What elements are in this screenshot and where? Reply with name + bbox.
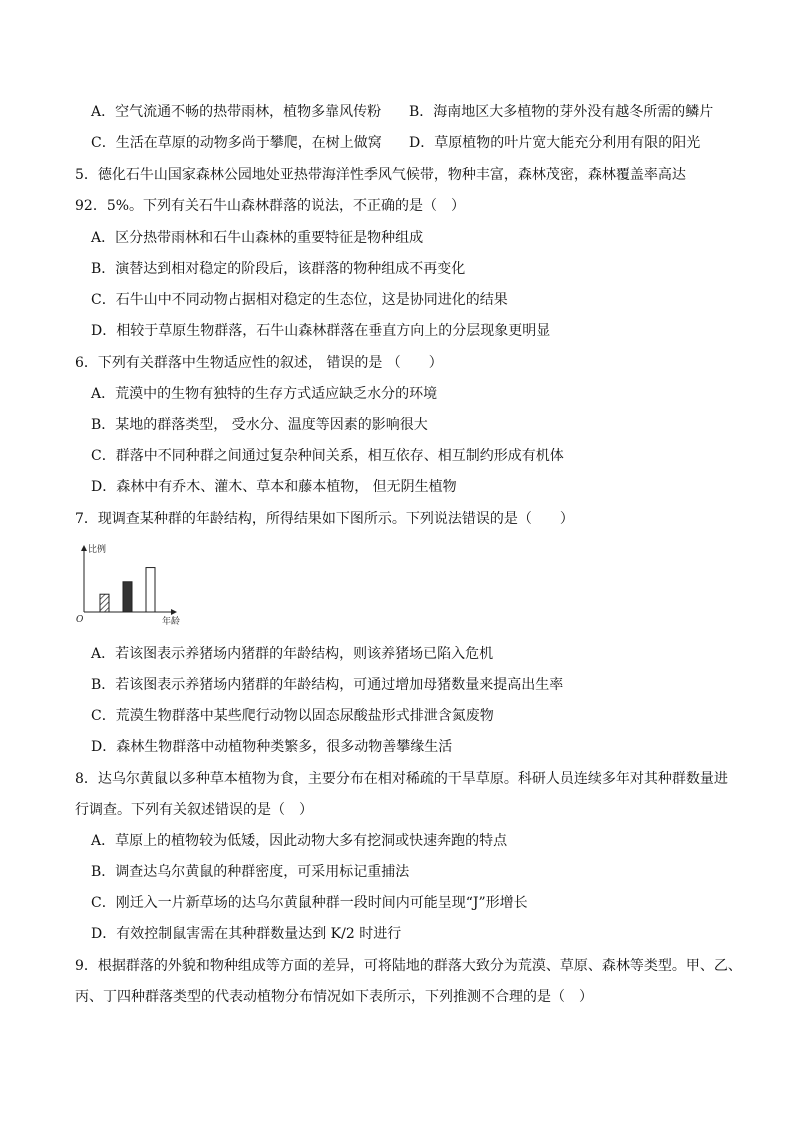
bar-2	[123, 582, 132, 612]
q5-stem-line-1: 5．德化石牛山国家森林公园地处亚热带海洋性季风气候带，物种丰富，森林茂密，森林覆盖率高达	[75, 167, 686, 183]
q4-option-c: C．生活在草原的动物多尚于攀爬，在树上做窝	[91, 135, 382, 151]
q7-option-d: D．森林生物群落中动植物种类繁多，很多动物善攀缘生活	[91, 739, 453, 755]
q7-stem: 7．现调查某种群的年龄结构，所得结果如下图所示。下列说法错误的是（ ）	[75, 511, 574, 527]
q8-option-a: A．草原上的植物较为低矮，因此动物大多有挖洞或快速奔跑的特点	[91, 833, 508, 849]
origin-label: O	[76, 615, 84, 625]
q7-option-b: B．若该图表示养猪场内猪群的年龄结构，可通过增加母猪数量来提高出生率	[91, 677, 564, 693]
q8-option-d: D．有效控制鼠害需在其种群数量达到 K/2 时进行	[91, 926, 402, 942]
q5-option-a: A．区分热带雨林和石牛山森林的重要特征是物种组成	[91, 230, 424, 246]
q5-stem-line-2: 92．5%。下列有关石牛山森林群落的说法，不正确的是（ ）	[75, 198, 466, 214]
bar-3	[146, 568, 155, 612]
q4-option-d: D．草原植物的叶片宽大能充分利用有限的阳光	[409, 135, 701, 151]
q5-option-c: C．石牛山中不同动物占据相对稳定的生态位，这是协同进化的结果	[91, 292, 508, 308]
q5-option-b: B．演替达到相对稳定的阶段后，该群落的物种组成不再变化	[91, 261, 466, 277]
q4-option-a: A．空气流通不畅的热带雨林，植物多靠风传粉	[91, 104, 382, 120]
q8-stem-line-1: 8．达乌尔黄鼠以多种草本植物为食，主要分布在相对稀疏的干旱草原。科研人员连续多年对其种群数量进	[75, 771, 728, 787]
q6-option-b: B．某地的群落类型， 受水分、温度等因素的影响很大	[91, 417, 428, 433]
y-axis-label: 比例	[88, 545, 107, 555]
q7-option-a: A．若该图表示养猪场内猪群的年龄结构，则该养猪场已陷入危机	[91, 646, 494, 662]
q9-stem-line-2: 丙、丁四种群落类型的代表动植物分布情况如下表所示，下列推测不合理的是（ ）	[75, 989, 593, 1005]
q4-option-b: B．海南地区大多植物的芽外没有越冬所需的鳞片	[409, 104, 714, 120]
q5-option-d: D．相较于草原生物群落，石牛山森林群落在垂直方向上的分层现象更明显	[91, 323, 551, 339]
q7-option-c: C．荒漠生物群落中某些爬行动物以固态尿酸盐形式排泄含氮废物	[91, 708, 494, 724]
q8-option-c: C．刚迁入一片新草场的达乌尔黄鼠种群一段时间内可能呈现“J”形增长	[91, 895, 528, 911]
q6-option-a: A．荒漠中的生物有独特的生存方式适应缺乏水分的环境	[91, 386, 438, 402]
q9-stem-line-1: 9．根据群落的外貌和物种组成等方面的差异，可将陆地的群落大致分为荒漠、草原、森林等类型。甲、乙、	[75, 958, 742, 974]
q6-option-c: C．群落中不同种群之间通过复杂种间关系，相互依存、相互制约形成有机体	[91, 448, 564, 464]
bar-1	[100, 594, 109, 612]
q8-option-b: B．调查达乌尔黄鼠的种群密度，可采用标记重捕法	[91, 864, 410, 880]
q6-stem: 6．下列有关群落中生物适应性的叙述， 错误的是 （ ）	[75, 355, 443, 371]
q6-option-d: D．森林中有乔木、灌木、草本和藤本植物， 但无阴生植物	[91, 479, 457, 495]
q8-stem-line-2: 行调查。下列有关叙述错误的是（ ）	[75, 802, 313, 818]
x-axis-label: 年龄	[162, 617, 181, 626]
age-structure-chart	[74, 540, 184, 626]
